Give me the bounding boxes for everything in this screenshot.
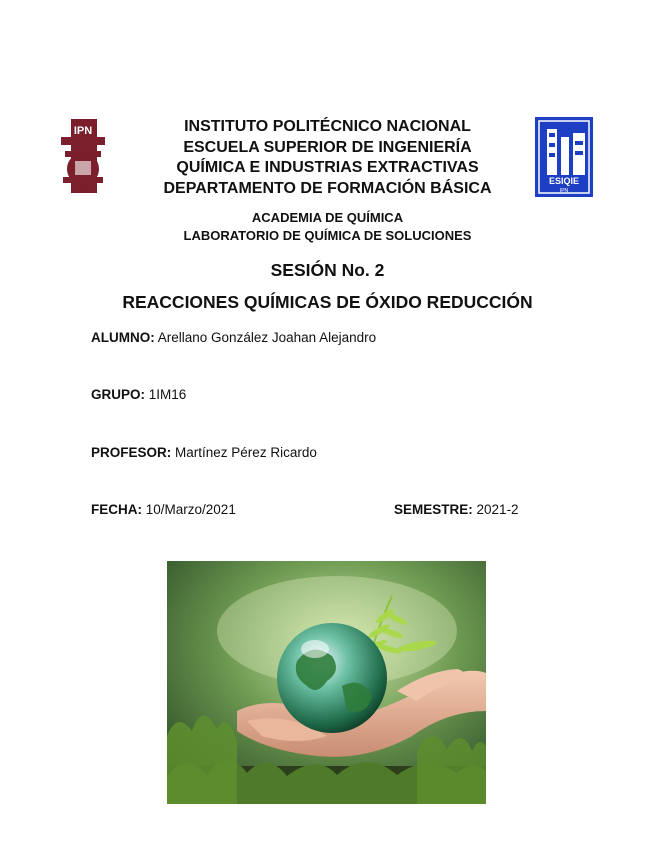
semestre-label: SEMESTRE: xyxy=(394,502,473,517)
institution-line: DEPARTAMENTO DE FORMACIÓN BÁSICA xyxy=(163,179,492,197)
alumno-label: ALUMNO: xyxy=(91,330,155,345)
fecha-field xyxy=(91,502,236,517)
document-title: REACCIONES QUÍMICAS DE ÓXIDO REDUCCIÓN xyxy=(122,292,533,312)
grupo-label: GRUPO: xyxy=(91,387,145,402)
institution-line: ESCUELA SUPERIOR DE INGENIERÍA xyxy=(183,138,472,156)
grupo-field xyxy=(91,387,186,402)
cover-photo xyxy=(167,561,486,804)
semestre-field xyxy=(394,502,519,517)
profesor-label: PROFESOR: xyxy=(91,445,172,460)
esiqie-logo-caption: IPN xyxy=(559,188,569,194)
esiqie-logo-text: ESIQIE xyxy=(548,176,580,186)
institution-line: INSTITUTO POLITÉCNICO NACIONAL xyxy=(184,118,471,135)
alumno-field xyxy=(91,330,376,345)
session-number: SESIÓN No. 2 xyxy=(270,260,385,280)
academy-line: LABORATORIO DE QUÍMICA DE SOLUCIONES xyxy=(183,228,472,243)
semestre-value: 2021-2 xyxy=(476,502,519,517)
grupo-value: 1IM16 xyxy=(148,387,187,402)
fecha-label: FECHA: xyxy=(91,502,142,517)
alumno-value: Arellano González Joahan Alejandro xyxy=(157,330,377,345)
institution-heading xyxy=(0,117,655,199)
ipn-logo-text: IPN xyxy=(73,125,93,137)
institution-line: QUÍMICA E INDUSTRIAS EXTRACTIVAS xyxy=(176,159,479,176)
profesor-value: Martínez Pérez Ricardo xyxy=(175,445,317,460)
academy-line: ACADEMIA DE QUÍMICA xyxy=(251,210,404,225)
fecha-value: 10/Marzo/2021 xyxy=(145,502,236,517)
academy-heading xyxy=(0,209,655,245)
profesor-field xyxy=(91,445,317,460)
